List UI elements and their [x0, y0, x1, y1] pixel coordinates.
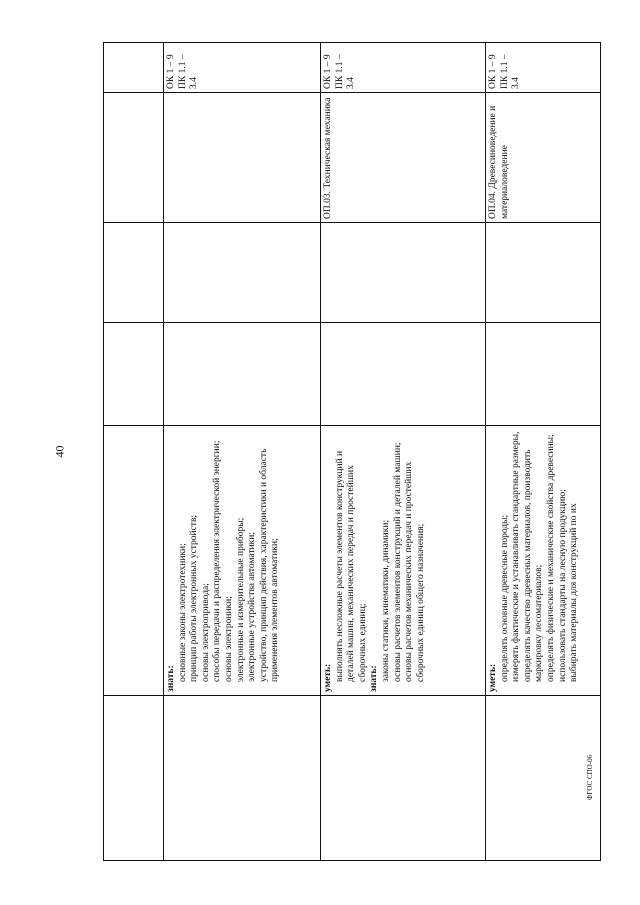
rotated-table-container	[103, 43, 600, 861]
table-cell	[104, 43, 164, 93]
table-row-mechanics	[321, 43, 486, 861]
section-label: знать:	[166, 665, 176, 692]
table-cell	[486, 696, 601, 861]
table-cell	[104, 323, 164, 426]
knowledge-skills-cell	[486, 426, 601, 696]
content-line: способы передачи и распределения электрической энергии;	[212, 440, 223, 682]
content-line: использовать стандарты на лесную продукцию;	[557, 489, 568, 682]
section-label: знать:	[369, 665, 380, 692]
document-footer: ФГОС СПО-06	[586, 754, 594, 800]
content-line: электронные устройства автоматики;	[247, 532, 258, 682]
content-line: основы расчетов механических передач и простейших сборочных единиц общего назначения;	[404, 461, 426, 682]
knowledge-skills-cell	[164, 426, 321, 696]
content-line: основы электроники;	[223, 596, 234, 682]
content-line: выбирать материалы для конструкций по их	[569, 503, 580, 682]
content-line: измерять фактические и устанавливать стандартные размеры, определять качество древесных материалов, производить маркировку лесоматериалов;	[511, 431, 545, 682]
table-cell	[486, 323, 601, 426]
competencies-cell: ОК 1 – 9 ПК 1.1 – 3.4	[164, 43, 321, 93]
table-cell	[164, 223, 321, 323]
section-label: уметь:	[488, 663, 498, 692]
page-number: 40	[52, 445, 67, 458]
table-cell	[164, 696, 321, 861]
content-line: основы расчетов элементов конструкций и деталей машин;	[392, 442, 403, 682]
discipline-cell: ОП.04. Древесиноведение и материаловедение	[486, 93, 601, 223]
table-row-electro	[164, 43, 321, 861]
table-cell	[164, 323, 321, 426]
content-line: выполнять несложные расчеты элементов конструкций и деталей машин, механических передач и простейших сборочных единиц;	[334, 450, 368, 682]
table-cell	[321, 696, 486, 861]
content-line: определять физические и механические свойства древесины;	[545, 434, 556, 682]
table-cell	[486, 223, 601, 323]
section-label: уметь:	[323, 663, 333, 692]
table-cell	[321, 223, 486, 323]
content-line: основные законы электротехники;	[177, 543, 188, 682]
table-cell	[321, 323, 486, 426]
content-line: принцип работы электронных устройств;	[189, 514, 200, 682]
content-line: устройство, принцип действия, характеристики и область применения элементов автоматики;	[258, 448, 281, 682]
content-line: определять основные древесные породы;	[499, 514, 510, 682]
table-cell	[104, 93, 164, 223]
discipline-cell	[164, 93, 321, 223]
content-line: законы статики, кинематики, динамики;	[380, 519, 391, 682]
competencies-cell: ОК 1 – 9 ПК 1.1 – 3.4	[321, 43, 486, 93]
table-cell	[104, 696, 164, 861]
discipline-cell: ОП.03. Техническая механика	[321, 93, 486, 223]
table-cell	[104, 426, 164, 696]
table-row-wood	[486, 43, 601, 861]
content-line: электронные и измерительные приборы;	[235, 517, 246, 682]
competency-table	[103, 42, 601, 861]
table-row-top-empty	[104, 43, 164, 861]
curriculum-table	[103, 43, 600, 861]
knowledge-skills-cell	[321, 426, 486, 696]
table-cell	[104, 223, 164, 323]
competencies-cell: ОК 1 – 9 ПК 1.1 – 3.4	[486, 43, 601, 93]
content-line: основы электропривода;	[200, 583, 211, 682]
